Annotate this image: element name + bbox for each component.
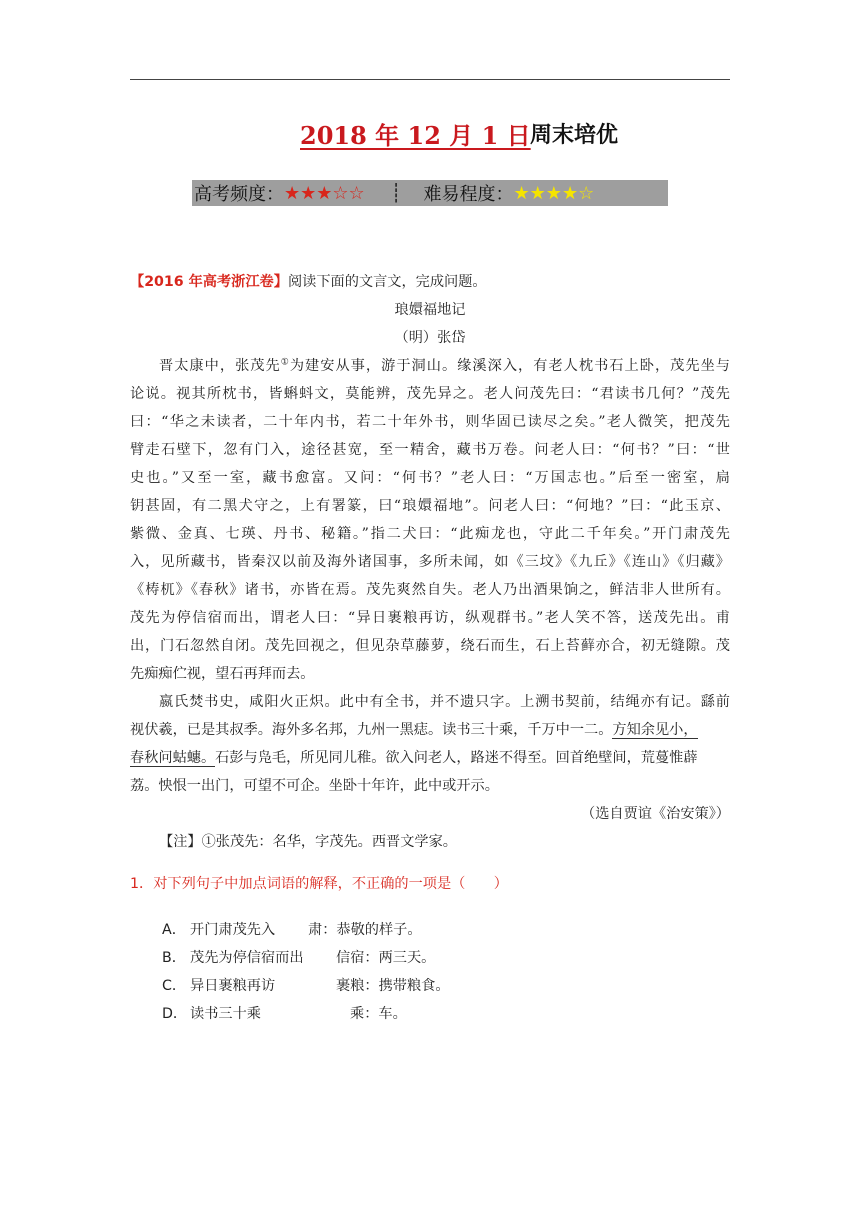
paragraph-line: 钥甚固，有二黑犬守之，上有署篆，曰“琅嬛福地”。问老人曰：“何地？”曰：“此玉京、: [130, 498, 730, 514]
intro-text: 阅读下面的文言文，完成问题。: [287, 274, 487, 290]
paragraph-line: 茂先为停信宿而出，谓老人曰：“异日裹粮再访，纵观群书。”老人笑不答，送茂先出。甫: [130, 610, 730, 626]
paragraph-line: 视伏羲，已是其叔季。海外多名邦，九州一黑痣。读书三十乘，千万中一二。方知余见小，: [130, 722, 698, 738]
option-a: A． 开门肃茂先入 肃：恭敬的样子。: [162, 922, 422, 938]
underlined-phrase: 春秋问蛄蟪。: [130, 750, 216, 766]
frequency-stars: ★★★☆☆: [284, 182, 365, 204]
document-body: [130, 268, 730, 1028]
date-title: 2018 年 12 月 1 日: [300, 121, 531, 150]
intro-line: [130, 268, 730, 296]
essay-author: （明）张岱: [394, 330, 466, 346]
exam-source: 【2016 年高考浙江卷】: [130, 274, 288, 290]
paragraph-line: 晋太康中，张茂先①为建安从事，游于洞山。缘溪深入，有老人枕书石上卧，茂先坐与: [159, 357, 730, 374]
rating-separator: ┊: [390, 182, 402, 204]
paragraph-line: 荔。怏恨一出门，可望不可企。坐卧十年许，此中或开示。: [130, 778, 499, 794]
paragraph-line: 紫微、金真、七瑛、丹书、秘籍。”指二犬曰：“此痴龙也，守此二千年矣。”开门肃茂先: [130, 526, 730, 542]
paragraph-line: 先痴痴伫视，望石再拜而去。: [130, 666, 315, 682]
underlined-phrase: 方知余见小，: [612, 722, 698, 738]
rating-bar: [192, 180, 668, 206]
paragraph-line: 《梼杌》《春秋》诸书，亦皆在焉。茂先爽然自失。老人乃出酒果饷之，鲜洁非人世所有。: [130, 582, 730, 598]
top-rule: [130, 79, 730, 80]
citation: （选自贾谊《治安策》）: [581, 806, 730, 822]
option-d: D． 读书三十乘 乘：车。: [162, 1006, 407, 1022]
paragraph-line: 曰：“华之未读者，二十年内书，若二十年外书，则华固已读尽之矣。”老人微笑，把茂先: [130, 414, 730, 430]
paragraph-line: 史也。”又至一室，藏书愈富。又问：“何书？”老人曰：“万国志也。”后至一密室，扃: [130, 470, 730, 486]
paragraph-line: 出，门石忽然自闭。茂先回视之，但见杂草藤萝，绕石而生，石上苔藓亦合，初无缝隙。茂: [130, 638, 730, 654]
paragraph-line: 臂走石壁下，忽有门入，途径甚宽，至一精舍，藏书万卷。问老人曰：“何书？”曰：“世: [130, 442, 730, 458]
frequency-label: 高考频度：: [194, 184, 284, 205]
question-1: 1．对下列句子中加点词语的解释，不正确的一项是（ ）: [130, 876, 508, 892]
essay-title: 琅嬛福地记: [394, 302, 466, 318]
paragraph-line: 春秋问蛄蟪。石彭与凫毛，所见同儿稚。欲入问老人，路迷不得至。回首绝壁间，荒蔓惟薜: [130, 750, 698, 766]
footnote-mark: ①: [280, 357, 290, 368]
difficulty-stars: ★★★★☆: [513, 182, 595, 204]
option-b: B． 茂先为停信宿而出 信宿：两三天。: [162, 950, 436, 966]
page-subtitle: 周末培优: [530, 122, 619, 148]
paragraph-line: 入，见所藏书，皆秦汉以前及海外诸国事，多所未闻，如《三坟》《九丘》《连山》《归藏》: [130, 554, 730, 570]
footnote: 【注】①张茂先：名华，字茂先。西晋文学家。: [159, 834, 457, 850]
paragraph-line: 论说。视其所枕书，皆蝌蚪文，莫能辨，茂先异之。老人问茂先曰：“君读书几何？”茂先: [130, 386, 730, 402]
difficulty-label: 难易程度：: [423, 184, 514, 205]
paragraph-line: 嬴氏焚书史，咸阳火正炽。此中有全书，并不遗只字。上溯书契前，结绳亦有记。繇前: [159, 694, 730, 710]
option-c: C． 异日裹粮再访 裹粮：携带粮食。: [162, 978, 450, 994]
